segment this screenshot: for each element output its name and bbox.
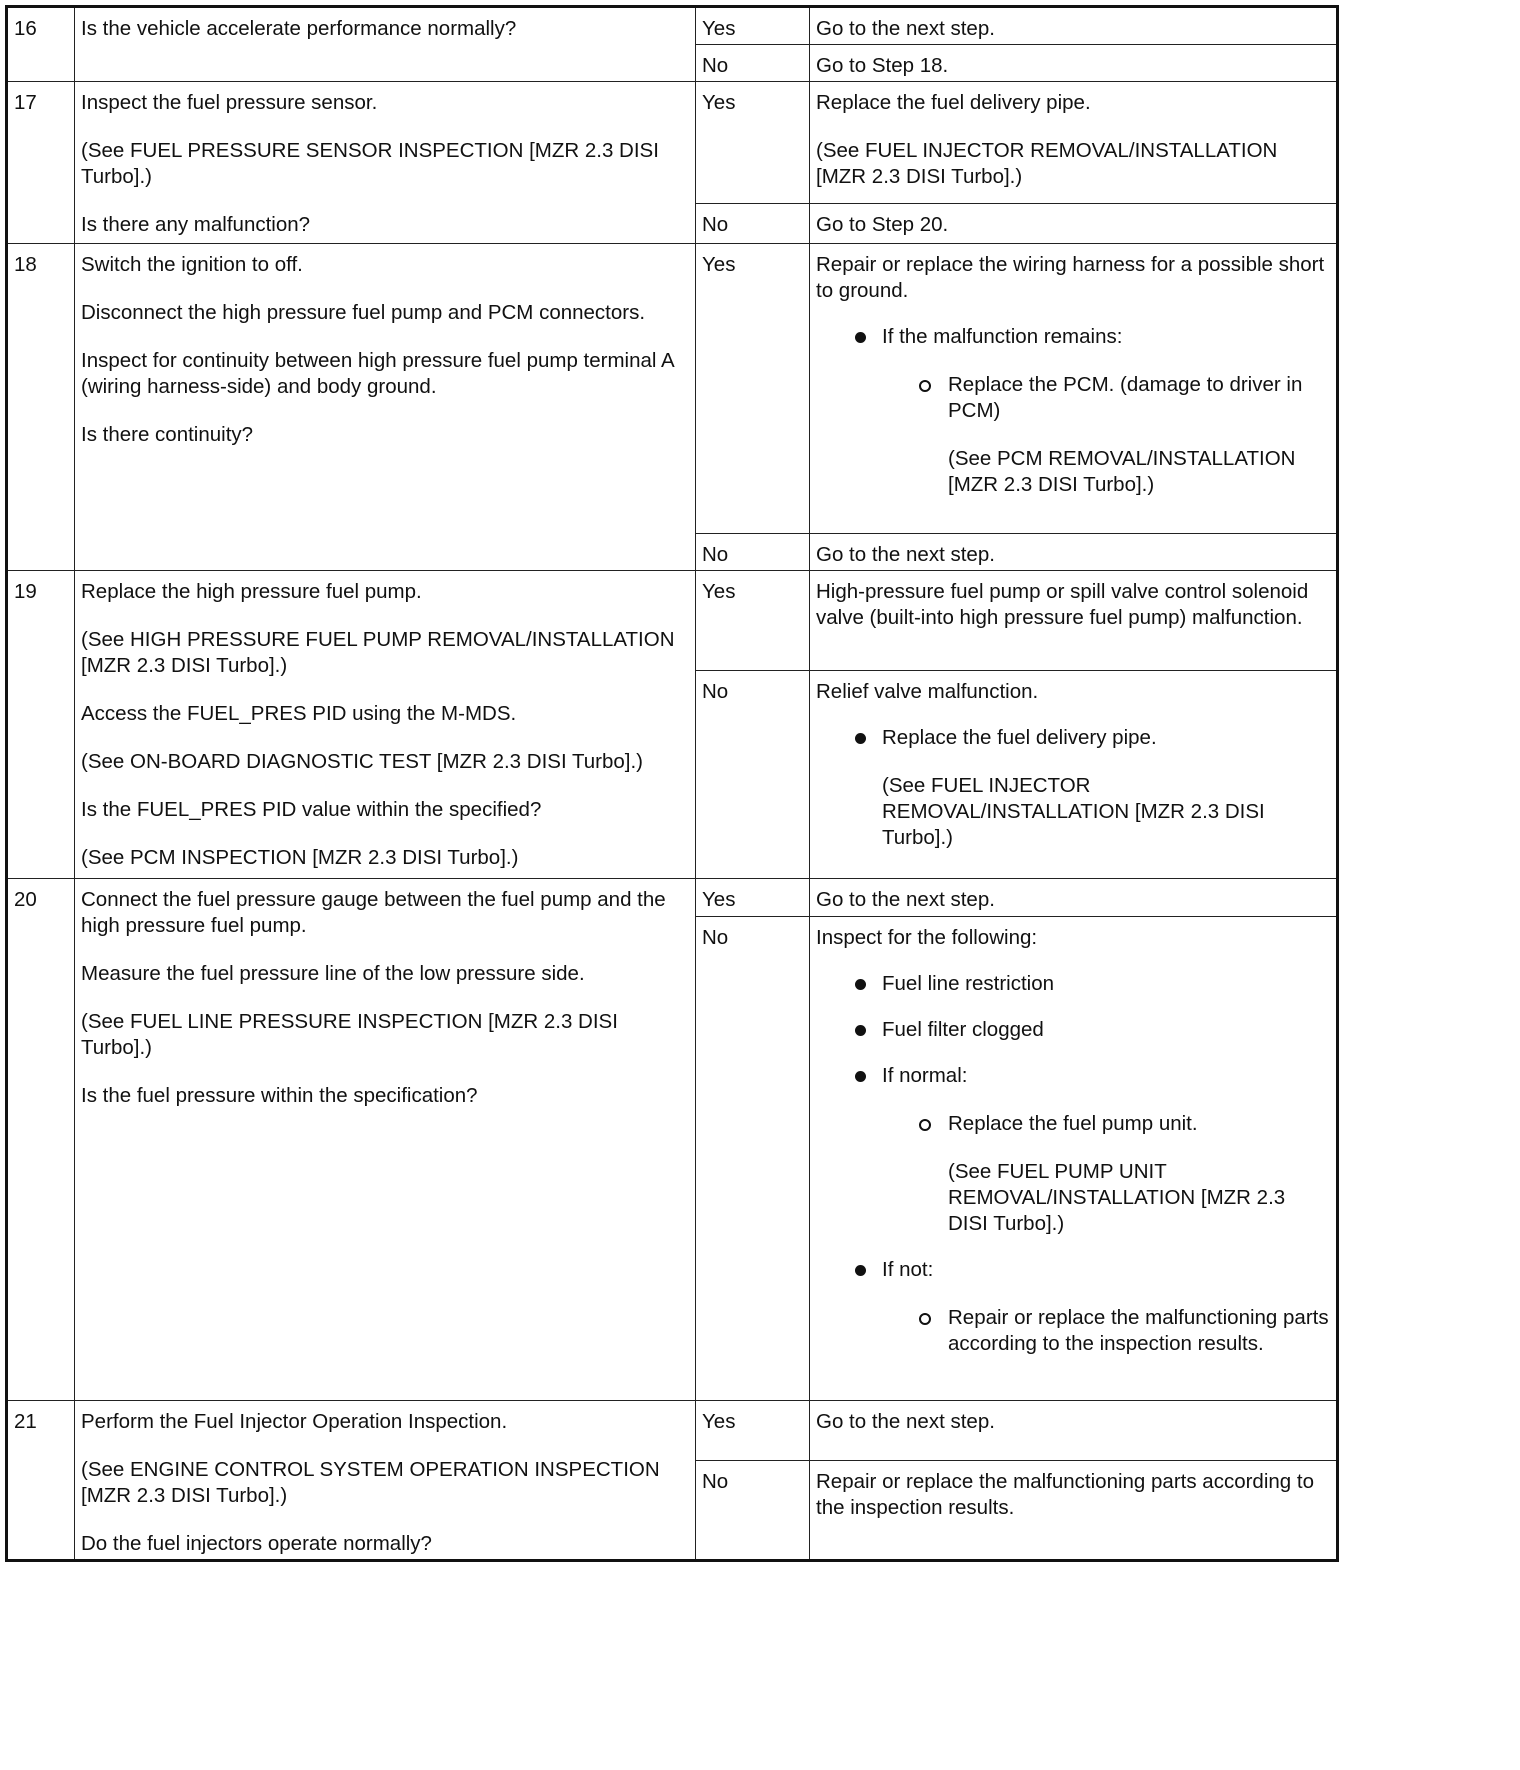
no-action: Go to Step 20.: [810, 204, 1338, 244]
table-row: [7, 82, 1338, 204]
list-item: [852, 1257, 1330, 1357]
yes-label: Yes: [696, 879, 810, 917]
inspection-reference: (See FUEL PRESSURE SENSOR INSPECTION [MZR 2.3 DISI Turbo].): [81, 139, 659, 188]
sub-bullet-text: Repair or replace the malfunctioning parts according to the inspection results.: [948, 1306, 1329, 1355]
inspection-text: Is the vehicle accelerate performance normally?: [81, 17, 517, 40]
inspection-text: Access the FUEL_PRES PID using the M-MDS.: [81, 702, 517, 725]
inspection-text: Perform the Fuel Injector Operation Inspection.: [81, 1410, 508, 1433]
inspection-cell: [75, 244, 696, 571]
action-reference: (See FUEL INJECTOR REMOVAL/INSTALLATION [MZR 2.3 DISI Turbo].): [816, 139, 1278, 188]
inspection-question: Is there continuity?: [81, 423, 254, 446]
sub-bullet-list: [882, 1305, 1330, 1357]
bullet-list: [816, 971, 1330, 1357]
list-item: [918, 372, 1330, 498]
sub-bullet-reference: (See FUEL PUMP UNIT REMOVAL/INSTALLATION [MZR 2.3 DISI Turbo].): [948, 1160, 1286, 1235]
inspection-question: Is there any malfunction?: [81, 213, 311, 236]
table-row: [7, 879, 1338, 917]
inspection-text: Disconnect the high pressure fuel pump and PCM connectors.: [81, 301, 646, 324]
inspection-text: Connect the fuel pressure gauge between the fuel pump and the high pressure fuel pump.: [81, 888, 666, 937]
action-text: Replace the fuel delivery pipe.: [816, 91, 1091, 114]
inspection-cell: [75, 571, 696, 879]
bullet-text: If the malfunction remains:: [882, 325, 1123, 348]
sub-bullet-text: Replace the fuel pump unit.: [948, 1112, 1198, 1135]
list-item: [918, 1111, 1330, 1237]
yes-action: Go to the next step.: [810, 879, 1338, 917]
no-label: No: [696, 45, 810, 82]
no-label: No: [696, 204, 810, 244]
bullet-list: [816, 725, 1330, 851]
diagnostic-procedure-table: [5, 5, 1339, 1562]
inspection-cell: [75, 7, 696, 82]
inspection-reference: (See HIGH PRESSURE FUEL PUMP REMOVAL/INSTALLATION [MZR 2.3 DISI Turbo].): [81, 628, 675, 677]
inspection-reference: (See FUEL LINE PRESSURE INSPECTION [MZR 2.3 DISI Turbo].): [81, 1010, 618, 1059]
action-text: Repair or replace the wiring harness for a possible short to ground.: [816, 253, 1325, 302]
list-item: [852, 324, 1330, 498]
yes-label: Yes: [696, 571, 810, 671]
yes-action: Go to the next step.: [810, 1401, 1338, 1461]
no-action: Go to the next step.: [810, 534, 1338, 571]
inspection-reference: (See ON-BOARD DIAGNOSTIC TEST [MZR 2.3 DISI Turbo].): [81, 750, 643, 773]
yes-action: Go to the next step.: [810, 7, 1338, 45]
sub-bullet-text: Replace the PCM. (damage to driver in PCM): [948, 373, 1303, 422]
sub-bullet-list: [882, 1111, 1330, 1237]
bullet-list: [816, 324, 1330, 498]
step-number: 16: [7, 7, 75, 82]
action-text: Inspect for the following:: [816, 926, 1038, 949]
inspection-cell: [75, 879, 696, 1401]
bullet-text: Fuel line restriction: [882, 972, 1055, 995]
yes-label: Yes: [696, 1401, 810, 1461]
list-item: [918, 1305, 1330, 1357]
yes-label: Yes: [696, 244, 810, 534]
no-label: No: [696, 1461, 810, 1561]
inspection-reference: (See PCM INSPECTION [MZR 2.3 DISI Turbo].): [81, 846, 519, 869]
no-action: [810, 917, 1338, 1401]
step-number: 18: [7, 244, 75, 571]
inspection-question: Is the FUEL_PRES PID value within the specified?: [81, 798, 542, 821]
table-row: [7, 1401, 1338, 1461]
inspection-question: Do the fuel injectors operate normally?: [81, 1532, 432, 1555]
step-number: 20: [7, 879, 75, 1401]
no-label: No: [696, 534, 810, 571]
inspection-text: Measure the fuel pressure line of the low pressure side.: [81, 962, 585, 985]
step-number: 19: [7, 571, 75, 879]
action-text: Relief valve malfunction.: [816, 680, 1039, 703]
no-action: [810, 671, 1338, 879]
inspection-text: Switch the ignition to off.: [81, 253, 303, 276]
yes-label: Yes: [696, 7, 810, 45]
bullet-text: Replace the fuel delivery pipe.: [882, 726, 1157, 749]
inspection-text: Inspect for continuity between high pressure fuel pump terminal A (wiring harness-side) and body ground.: [81, 349, 674, 398]
sub-bullet-list: [882, 372, 1330, 498]
no-action: Repair or replace the malfunctioning parts according to the inspection results.: [810, 1461, 1338, 1561]
table-row: [7, 7, 1338, 45]
list-item: [852, 1017, 1330, 1043]
no-label: No: [696, 671, 810, 879]
table-row: [7, 571, 1338, 671]
inspection-text: Inspect the fuel pressure sensor.: [81, 91, 378, 114]
no-label: No: [696, 917, 810, 1401]
inspection-cell: [75, 82, 696, 244]
bullet-text: If normal:: [882, 1064, 968, 1087]
inspection-reference: (See ENGINE CONTROL SYSTEM OPERATION INSPECTION [MZR 2.3 DISI Turbo].): [81, 1458, 660, 1507]
no-action: Go to Step 18.: [810, 45, 1338, 82]
yes-action: High-pressure fuel pump or spill valve control solenoid valve (built-into high pressure fuel pump) malfunction.: [810, 571, 1338, 671]
yes-action: [810, 244, 1338, 534]
inspection-cell: [75, 1401, 696, 1561]
bullet-text: Fuel filter clogged: [882, 1018, 1044, 1041]
bullet-text: If not:: [882, 1258, 934, 1281]
inspection-question: Is the fuel pressure within the specification?: [81, 1084, 478, 1107]
sub-bullet-reference: (See PCM REMOVAL/INSTALLATION [MZR 2.3 DISI Turbo].): [948, 447, 1296, 496]
bullet-reference: (See FUEL INJECTOR REMOVAL/INSTALLATION [MZR 2.3 DISI Turbo].): [882, 774, 1265, 849]
list-item: [852, 1063, 1330, 1237]
inspection-text: Replace the high pressure fuel pump.: [81, 580, 422, 603]
yes-action: [810, 82, 1338, 204]
list-item: [852, 971, 1330, 997]
table-row: [7, 244, 1338, 534]
step-number: 21: [7, 1401, 75, 1561]
yes-label: Yes: [696, 82, 810, 204]
list-item: [852, 725, 1330, 851]
step-number: 17: [7, 82, 75, 244]
